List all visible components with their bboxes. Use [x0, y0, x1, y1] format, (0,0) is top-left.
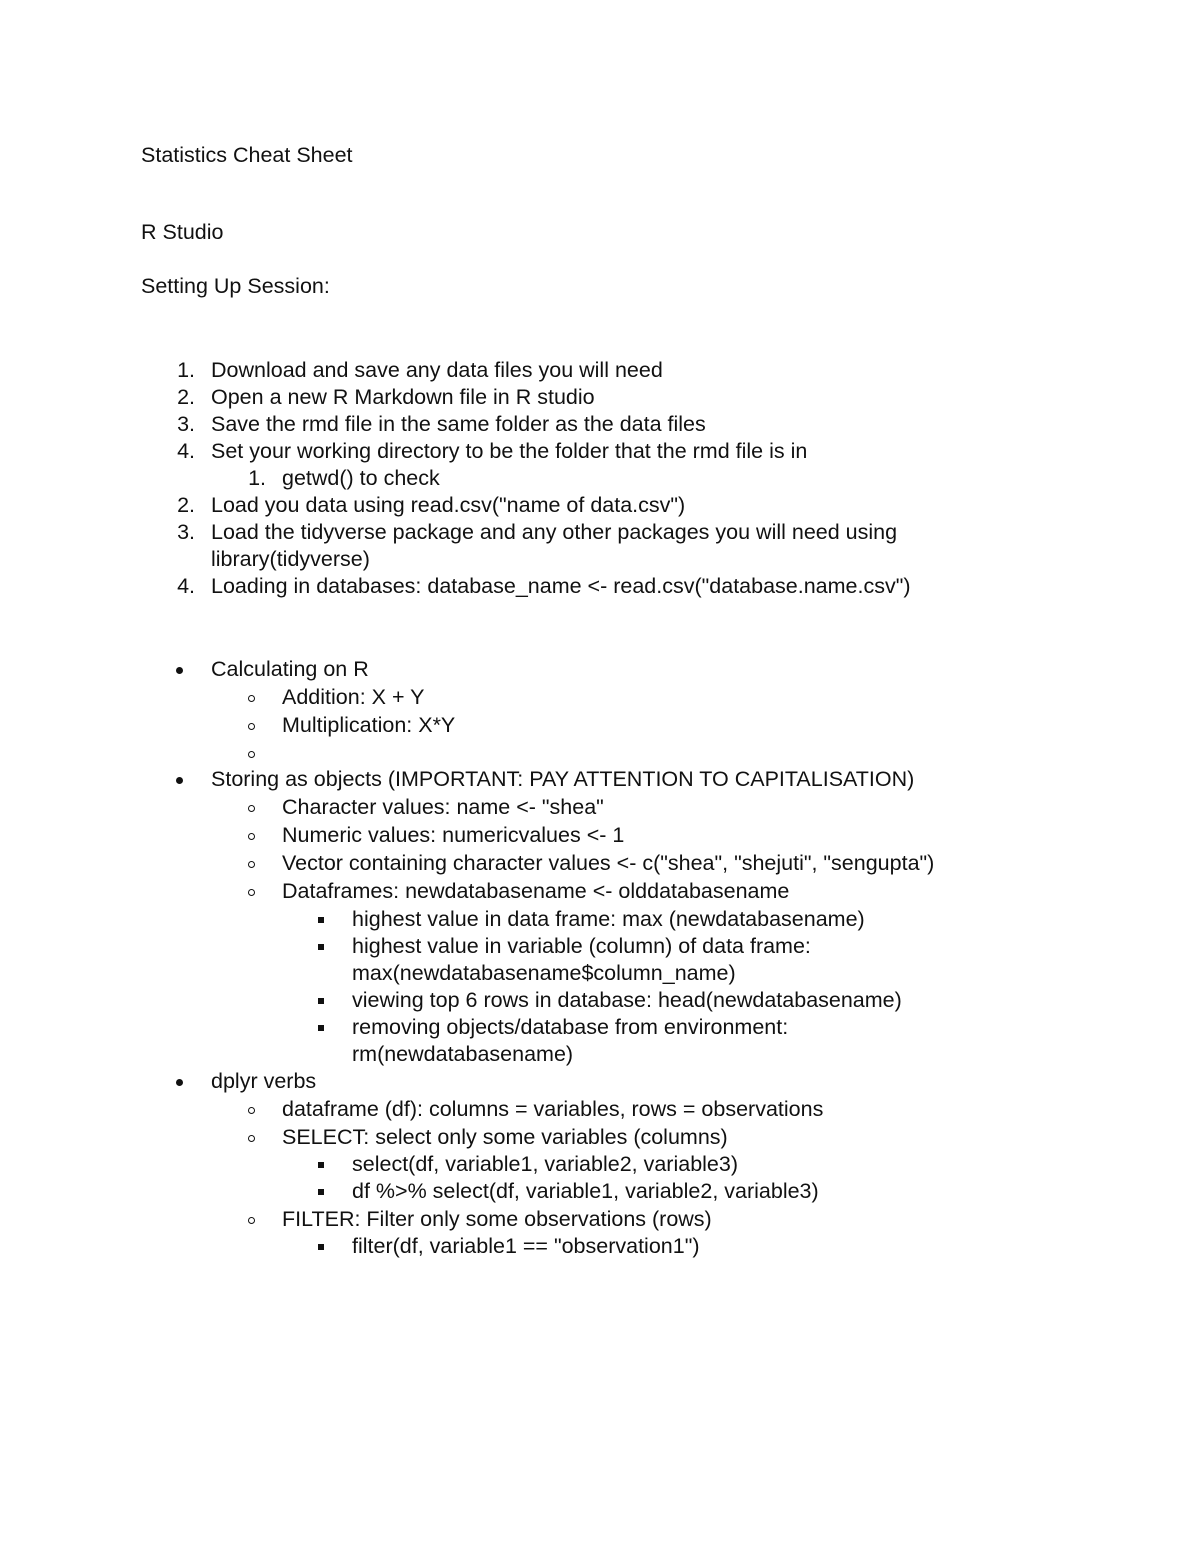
- sub-sub-bullet-continuation: max(newdatabasename$column_name): [352, 961, 736, 985]
- sub-sub-bullet-continuation: rm(newdatabasename): [352, 1042, 574, 1066]
- list-number: 2.: [177, 385, 195, 409]
- sub-sub-bullet-item: highest value in variable (column) of data frame:: [352, 934, 811, 958]
- circle-bullet-icon: [248, 833, 255, 840]
- list-item: Open a new R Markdown file in R studio: [211, 385, 595, 409]
- list-number: 3.: [177, 412, 195, 436]
- bullet-icon: [176, 1079, 183, 1086]
- circle-bullet-icon: [248, 861, 255, 868]
- square-bullet-icon: [318, 944, 324, 950]
- sub-bullet-item: Multiplication: X*Y: [282, 713, 456, 737]
- document-title: Statistics Cheat Sheet: [141, 143, 353, 167]
- sub-sub-bullet-item: select(df, variable1, variable2, variable3): [352, 1152, 739, 1176]
- sub-sub-bullet-item: viewing top 6 rows in database: head(newdatabasename): [352, 988, 902, 1012]
- sub-bullet-item: Numeric values: numericvalues <- 1: [282, 823, 625, 847]
- square-bullet-icon: [318, 1025, 324, 1031]
- bullet-icon: [176, 667, 183, 674]
- circle-bullet-icon: [248, 1135, 255, 1142]
- square-bullet-icon: [318, 1244, 324, 1250]
- circle-bullet-icon: [248, 889, 255, 896]
- list-number: 1.: [248, 466, 266, 490]
- list-item: Download and save any data files you will need: [211, 358, 663, 382]
- list-item: Load the tidyverse package and any other packages you will need using: [211, 520, 898, 544]
- sub-bullet-item: Dataframes: newdatabasename <- olddatabasename: [282, 879, 790, 903]
- square-bullet-icon: [318, 917, 324, 923]
- bullet-item: Storing as objects (IMPORTANT: PAY ATTENTION TO CAPITALISATION): [211, 767, 915, 791]
- circle-bullet-icon: [248, 751, 255, 758]
- sub-sub-bullet-item: removing objects/database from environment:: [352, 1015, 789, 1039]
- list-item: Load you data using read.csv("name of data.csv"): [211, 493, 686, 517]
- list-number: 1.: [177, 358, 195, 382]
- list-item: Save the rmd file in the same folder as the data files: [211, 412, 706, 436]
- square-bullet-icon: [318, 1189, 324, 1195]
- list-item: Loading in databases: database_name <- read.csv("database.name.csv"): [211, 574, 911, 598]
- section-heading: R Studio: [141, 220, 224, 244]
- circle-bullet-icon: [248, 723, 255, 730]
- sub-sub-bullet-item: filter(df, variable1 == "observation1"): [352, 1234, 700, 1258]
- list-item-continuation: library(tidyverse): [211, 547, 370, 571]
- sub-sub-bullet-item: highest value in data frame: max (newdatabasename): [352, 907, 865, 931]
- list-number: 3.: [177, 520, 195, 544]
- list-item: getwd() to check: [282, 466, 440, 490]
- square-bullet-icon: [318, 1162, 324, 1168]
- sub-bullet-item: SELECT: select only some variables (columns): [282, 1125, 728, 1149]
- circle-bullet-icon: [248, 695, 255, 702]
- list-number: 4.: [177, 439, 195, 463]
- bullet-icon: [176, 777, 183, 784]
- sub-bullet-item: Vector containing character values <- c("shea", "shejuti", "sengupta"): [282, 851, 935, 875]
- list-number: 2.: [177, 493, 195, 517]
- list-item: Set your working directory to be the folder that the rmd file is in: [211, 439, 808, 463]
- list-number: 4.: [177, 574, 195, 598]
- sub-bullet-item: Character values: name <- "shea": [282, 795, 604, 819]
- sub-bullet-item: FILTER: Filter only some observations (rows): [282, 1207, 712, 1231]
- bullet-item: Calculating on R: [211, 657, 369, 681]
- sub-bullet-item: dataframe (df): columns = variables, rows = observations: [282, 1097, 824, 1121]
- subsection-heading: Setting Up Session:: [141, 274, 330, 298]
- circle-bullet-icon: [248, 1107, 255, 1114]
- sub-sub-bullet-item: df %>% select(df, variable1, variable2, variable3): [352, 1179, 819, 1203]
- circle-bullet-icon: [248, 1217, 255, 1224]
- bullet-item: dplyr verbs: [211, 1069, 317, 1093]
- square-bullet-icon: [318, 998, 324, 1004]
- sub-bullet-item: Addition: X + Y: [282, 685, 425, 709]
- circle-bullet-icon: [248, 805, 255, 812]
